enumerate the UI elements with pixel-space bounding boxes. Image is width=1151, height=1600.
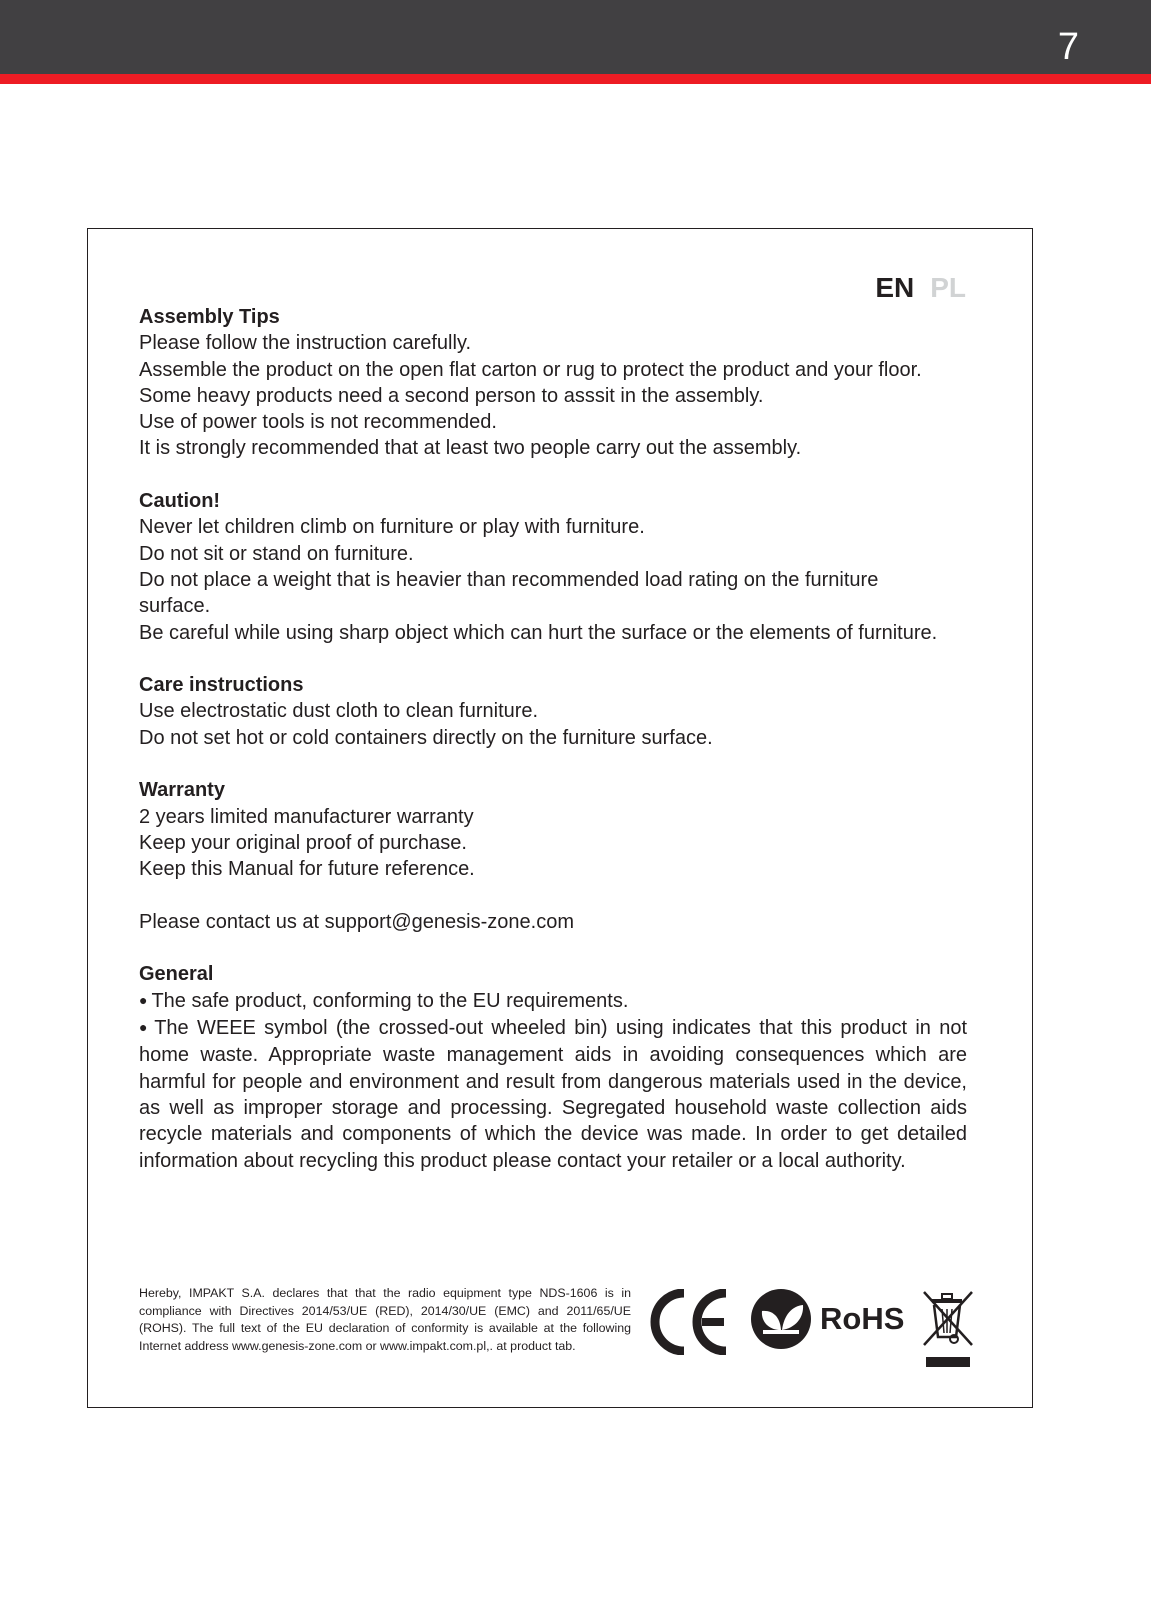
care-section [139,672,967,751]
certification-logos [650,1287,980,1369]
general-bullet-weee: ● The WEEE symbol (the crossed-out wheeled bin) using indicates that this product in not home waste. Appropriate waste management aids in avoiding consequences which are harmful for people and environment and result from dangerous materials used in the device, as well as improper storage and processing. Segregated household waste collection aids recycle materials and components of which the device was made. In order to get detailed information about recycling this product please contact your retailer or a local authority. [139,1015,967,1174]
language-pl[interactable]: PL [930,272,966,303]
contact-section [139,909,967,935]
instructions-text [139,304,967,1200]
assembly-line: Some heavy products need a second person to asssit in the assembly. [139,384,764,407]
caution-line: Be careful while using sharp object which can hurt the surface or the elements of furniture. [139,621,938,644]
care-title: Care instructions [139,674,304,697]
contact-text: Please contact us at support@genesis-zone.com [139,910,574,933]
crossed-bin-icon [920,1289,976,1369]
language-switch [875,271,966,305]
assembly-line: Please follow the instruction carefully. [139,332,472,355]
warranty-line: Keep this Manual for future reference. [139,858,475,881]
assembly-line: Assemble the product on the open flat carton or rug to protect the product and your floor. [139,358,922,381]
care-line: Use electrostatic dust cloth to clean furniture. [139,700,539,723]
header-accent-line [0,74,1151,84]
warranty-line: 2 years limited manufacturer warranty [139,805,474,828]
header-bar [0,0,1151,74]
general-bullet: ● The safe product, conforming to the EU requirements. [139,988,967,1015]
warranty-section [139,777,967,882]
compliance-statement: Hereby, IMPAKT S.A. declares that that the radio equipment type NDS-1606 is in compliance with Directives 2014/53/UE (RED), 2014/30/UE (EMC) and 2011/65/UE (ROHS). The full text of the EU declaration of conformity is available at the following Internet address www.genesis-zone.com or www.impakt.com.pl,. at product tab. [139,1286,631,1353]
assembly-section [139,304,967,462]
ce-mark-icon [650,1289,730,1355]
language-en[interactable]: EN [875,272,915,303]
caution-line: Never let children climb on furniture or play with furniture. [139,516,645,539]
caution-line: Do not sit or stand on furniture. [139,542,414,565]
leaf-icon [750,1288,812,1350]
general-title: General [139,963,214,986]
caution-title: Caution! [139,490,221,513]
rohs-label: RoHS [820,1301,905,1336]
warranty-title: Warranty [139,779,225,802]
content-frame [87,228,1033,1408]
page-number: 7 [1057,26,1079,68]
warranty-line: Keep your original proof of purchase. [139,831,467,854]
assembly-line: Use of power tools is not recommended. [139,411,497,434]
assembly-title: Assembly Tips [139,306,280,328]
general-section [139,961,967,1173]
care-line: Do not set hot or cold containers directly on the furniture surface. [139,726,713,749]
caution-line: Do not place a weight that is heavier than recommended load rating on the furniture [139,568,879,591]
caution-section [139,488,967,646]
assembly-line: It is strongly recommended that at least two people carry out the assembly. [139,437,802,460]
caution-line: surface. [139,595,211,618]
